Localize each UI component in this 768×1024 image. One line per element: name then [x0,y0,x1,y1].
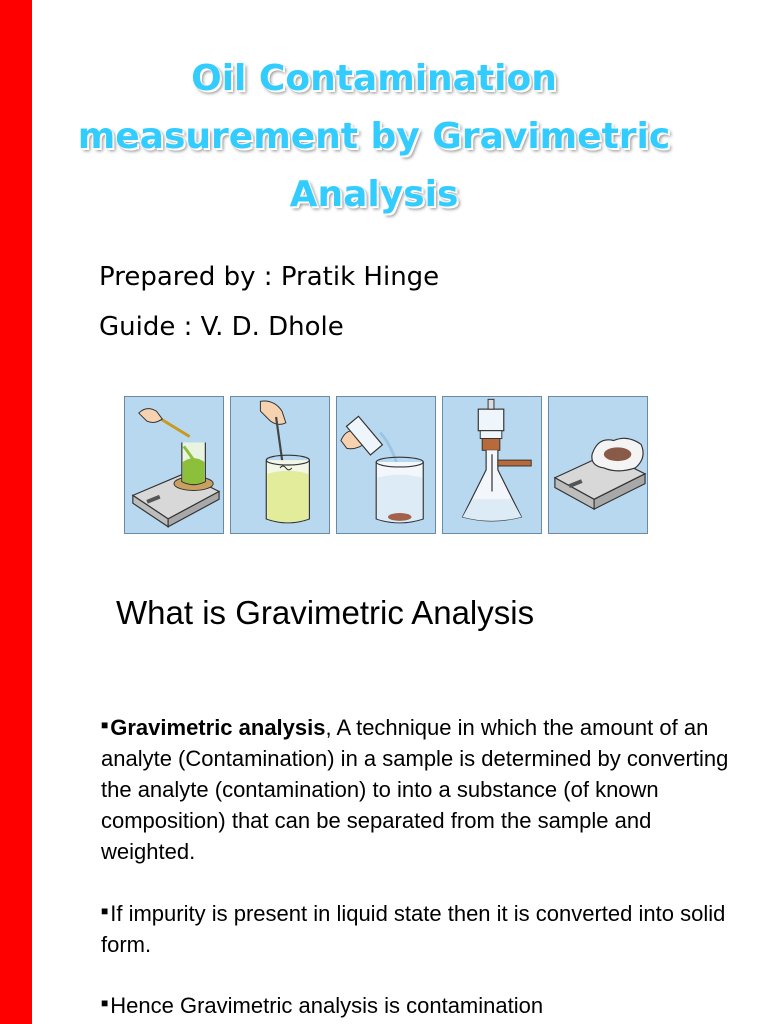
term-bold: Gravimetric analysis [110,715,326,740]
title-line-1: Oil Contamination [191,58,557,99]
definition-text: , A technique in which the amount of an analyte (Contamination) in a sample is determined by converting the analyte (contamination) to into a substance (of known composition) that can be separated from the sample and weighted. [101,715,729,864]
prepared-by: Prepared by : Pratik Hinge [99,262,440,292]
balance-weighing-illustration [124,396,224,534]
slide-title [40,50,708,224]
title-line-2: measurement by Gravimetric [77,116,671,157]
stirring-beaker-illustration [230,396,330,534]
guide: Guide : V. D. Dhole [99,312,344,342]
filtration-flask-illustration [442,396,542,534]
side-accent-bar [0,0,32,1024]
liquid-impurity-text: If impurity is present in liquid state then it is converted into solid form. [101,901,726,957]
illustration-strip [124,396,648,534]
conclusion-paragraph [101,988,741,1021]
section-heading: What is Gravimetric Analysis [116,594,535,631]
pouring-beaker-illustration [336,396,436,534]
liquid-impurity-paragraph [101,896,741,960]
weighing-residue-illustration [548,396,648,534]
bullet-icon: ■ [101,904,109,918]
bullet-icon: ■ [101,718,109,732]
definition-paragraph [101,710,741,867]
title-line-3: Analysis [289,174,459,215]
conclusion-text: Hence Gravimetric analysis is contamination [110,993,544,1018]
bullet-icon: ■ [101,996,109,1010]
